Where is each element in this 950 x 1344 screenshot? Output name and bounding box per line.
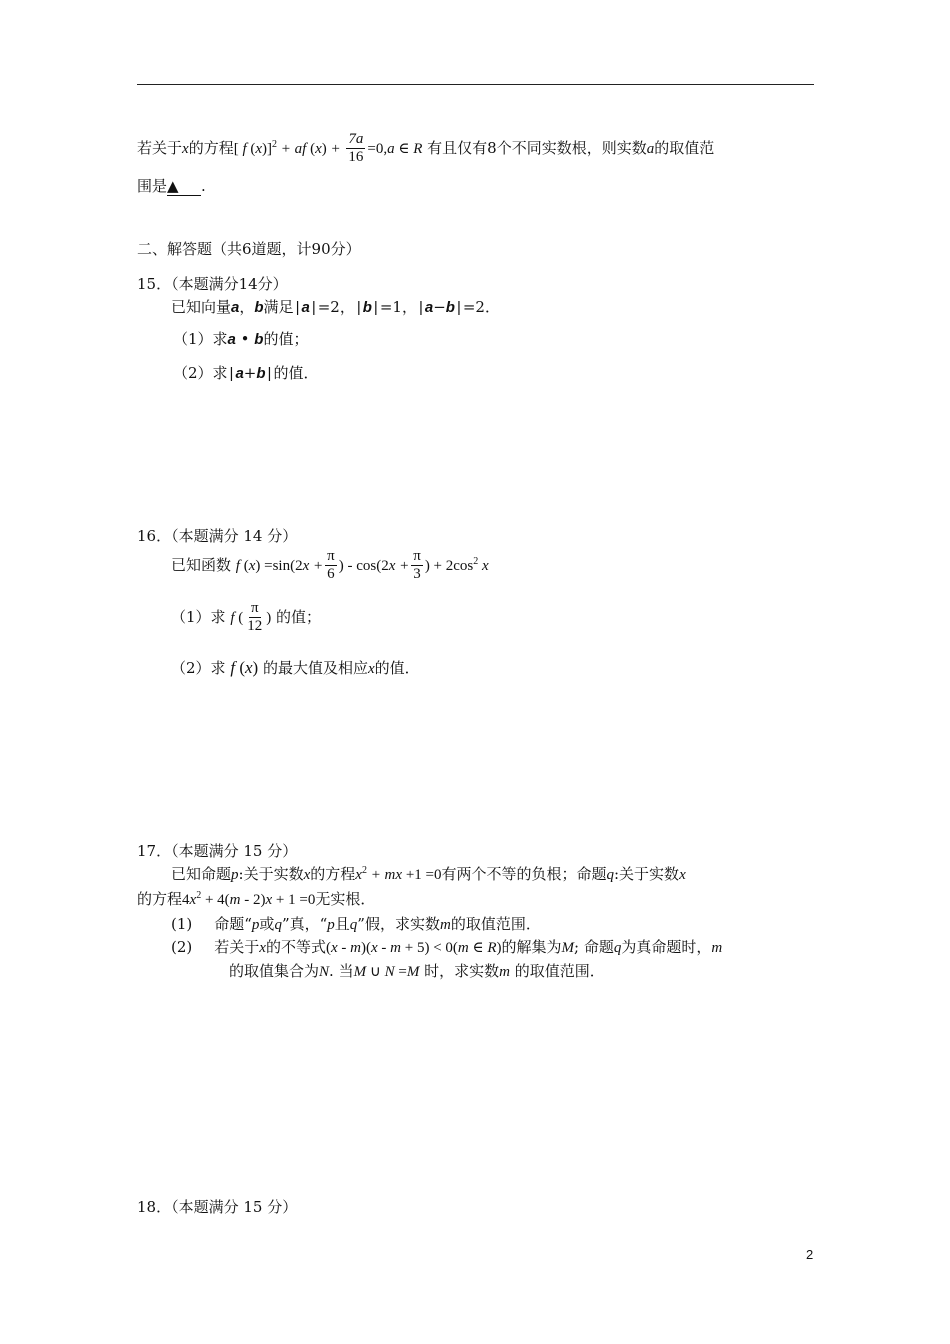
q15-given: 已知向量a，b满足 | a | =2， | b | =1， | a−b | =2．	[171, 298, 500, 316]
q17-line1: 已知命题p:关于实数x的方程$x^2$ + mx +1 =0有两个不等的负根；命题q:关于实数x	[171, 865, 686, 883]
q17-line2: 的方程$4x^2 + 4(m - 2)x + 1 =0$无实根．	[137, 890, 376, 908]
q17-part1: (1) 命题“p或q”真，“p且q”假，求实数m的取值范围．	[171, 915, 541, 933]
header-rule	[137, 84, 814, 85]
q15-part1: （1）求a • b的值；	[173, 330, 309, 348]
q16-heading: 16．（本题满分 14 分）	[137, 527, 298, 545]
q14-line1: 若关于x的方程[ f (x)]$^2$ + af (x) + $\frac{7a}{16}$ =0,a ∈ R 有且仅有8个不同实数根，则实数a的取值范	[137, 131, 715, 166]
q17-part2: (2) 若关于x的不等式(x - m)(x - m + 5) < 0(m ∈ R)的解集为M; 命题q为真命题时，m	[171, 938, 723, 956]
section2-title: 二、解答题（共6道题，计90分）	[137, 240, 361, 258]
q16-part1: （1）求 f ( $\frac{\pi}{12}$ ) 的值；	[171, 600, 322, 635]
q17-part2-cont: 的取值集合为N. 当M ∪ N =M 时，求实数m 的取值范围．	[229, 962, 605, 980]
q14-line2: 围是▲ .	[137, 177, 206, 195]
q14-var-x: x	[182, 140, 189, 157]
q15-heading: 15．（本题满分14分）	[137, 275, 288, 293]
q16-function: f (x) =sin(2x +	[235, 557, 324, 574]
page-number: 2	[806, 1247, 814, 1262]
q16-given: 已知函数 f (x) =sin(2x + $\frac{\pi}{6}$ ) - cos(2x + $\frac{\pi}{3}$ ) + $2\cos^2$ x	[171, 548, 489, 583]
q18-heading: 18．（本题满分 15 分）	[137, 1198, 298, 1216]
q17-heading: 17．（本题满分 15 分）	[137, 842, 298, 860]
answer-blank: ▲	[167, 177, 201, 196]
q14-equation: [ f (x)]$^2$ + af (x) +	[233, 138, 345, 157]
q16-part2: （2）求 f (x) 的最大值及相应x的值．	[171, 658, 420, 677]
q15-part2: （2）求 | a+b | 的值．	[173, 364, 319, 382]
q14-fraction: $\frac{7a}{16}$	[348, 131, 364, 166]
